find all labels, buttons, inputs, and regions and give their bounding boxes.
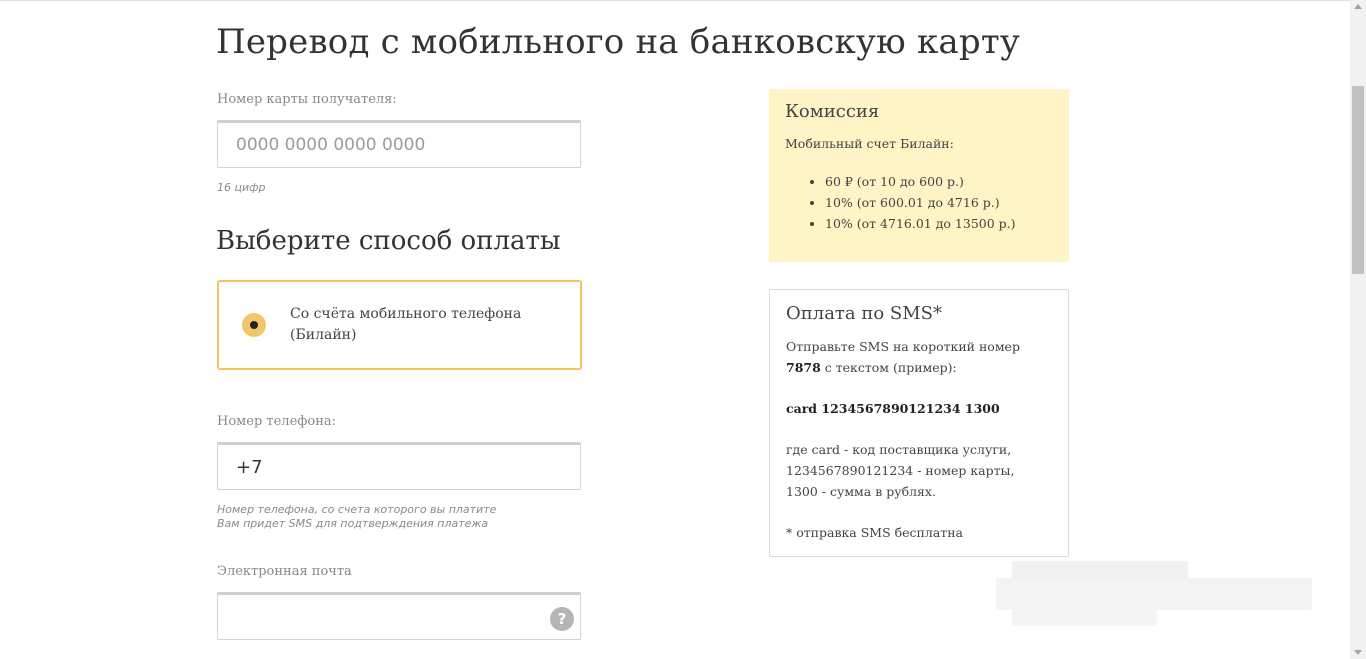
email-label: Электронная почта — [217, 564, 352, 579]
commission-panel — [769, 89, 1069, 262]
phone-hint-line2: Вам придет SMS для подтверждения платежа — [217, 517, 489, 530]
radio-dot — [250, 321, 258, 329]
payment-option-mobile-account[interactable] — [217, 280, 582, 370]
card-number-label: Номер карты получателя: — [217, 92, 397, 107]
sms-instructions — [786, 336, 1058, 543]
phone-label: Номер телефона: — [217, 414, 337, 429]
sms-intro-before: Отправьте SMS на короткий номер — [786, 339, 1020, 354]
payment-option-line1: Со счёта мобильного телефона — [290, 306, 522, 322]
blurred-region — [1012, 561, 1188, 579]
commission-list — [785, 171, 1016, 234]
sms-title: Оплата по SMS* — [786, 303, 942, 324]
phone-value: +7 — [236, 457, 263, 478]
card-number-hint: 16 цифр — [217, 181, 266, 194]
payment-option-line2: (Билайн) — [290, 327, 357, 343]
radio-selected-icon[interactable] — [242, 313, 266, 337]
help-icon[interactable]: ? — [550, 607, 574, 631]
sms-explain-1: где card - код поставщика услуги, — [786, 442, 1012, 457]
phone-hint-line1: Номер телефона, со счета которого вы платите — [217, 503, 497, 516]
top-divider — [0, 0, 1350, 1]
sms-short-number: 7878 — [786, 360, 821, 375]
sms-footnote: * отправка SMS бесплатна — [786, 525, 963, 540]
email-input[interactable] — [217, 592, 581, 640]
sms-explain-2: 1234567890121234 - номер карты, — [786, 463, 1015, 478]
sms-explain-3: 1300 - сумма в рублях. — [786, 484, 936, 499]
commission-item: • 10% (от 600.01 до 4716 р.) — [825, 192, 1016, 213]
card-number-placeholder: 0000 0000 0000 0000 — [236, 135, 426, 155]
card-number-input[interactable] — [217, 120, 581, 168]
sms-intro — [786, 336, 1058, 378]
scrollbar-thumb[interactable] — [1352, 86, 1364, 274]
sms-intro-after: с текстом (пример): — [820, 360, 957, 375]
phone-input[interactable] — [217, 442, 581, 490]
payment-method-title: Выберите способ оплаты — [216, 226, 561, 256]
commission-item: • 60 ₽ (от 10 до 600 р.) — [825, 171, 1016, 192]
blurred-region — [1012, 610, 1157, 626]
blurred-region — [996, 578, 1312, 610]
scrollbar[interactable] — [1350, 0, 1366, 659]
scroll-up-arrow-icon[interactable] — [1354, 4, 1362, 9]
commission-subtitle: Мобильный счет Билайн: — [785, 136, 954, 151]
sms-payment-panel — [769, 289, 1069, 557]
scroll-down-arrow-icon[interactable] — [1354, 650, 1362, 655]
payment-option-label — [290, 304, 550, 346]
sms-example: card 1234567890121234 1300 — [786, 401, 1000, 416]
page-title: Перевод с мобильного на банковскую карту — [216, 22, 1021, 62]
phone-hint — [217, 503, 496, 531]
commission-item: • 10% (от 4716.01 до 13500 р.) — [825, 213, 1016, 234]
commission-title: Комиссия — [785, 101, 880, 122]
